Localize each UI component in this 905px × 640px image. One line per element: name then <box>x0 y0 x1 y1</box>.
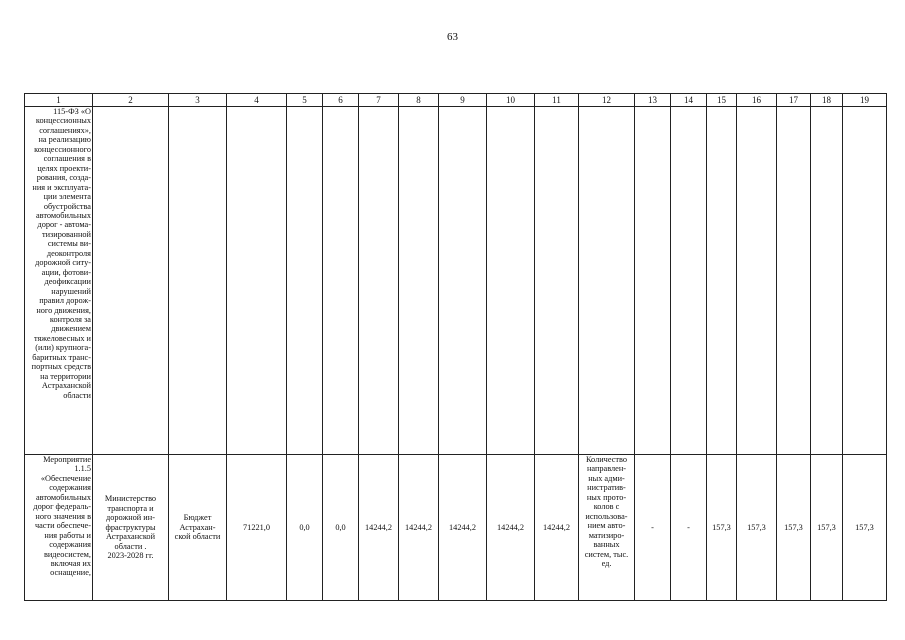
table-cell <box>487 455 535 601</box>
table-cell <box>287 107 323 455</box>
header-cell: 11 <box>535 94 579 107</box>
table-cell <box>323 107 359 455</box>
table-cell <box>671 107 707 455</box>
amount-value: 14244,2 <box>449 522 476 532</box>
funding-source: Бюджет Астрахан- ской области <box>174 513 221 542</box>
table-cell <box>535 455 579 601</box>
amount-value: 14244,2 <box>405 522 432 532</box>
table-cell <box>227 455 287 601</box>
table-cell <box>811 107 843 455</box>
indicator-value: - <box>651 522 654 532</box>
table-cell <box>439 107 487 455</box>
continuation-text: 115-ФЗ «О концессионных соглашениях», на реализацию концессионного соглашения в целях проекти- рования, созда- ния и эксплуата- ции элемента обустройства автомобильных дорог - автома- тизированной системы ви- деоконтроля дорожной ситу- ации, фотови- деофиксации нарушений правил дорож- ного движения, контроля за движением тяжеловесных и (или) крупнога- баритных транс- портных средств на территории Астраханской области <box>31 107 91 400</box>
data-table <box>24 93 887 601</box>
indicator-value: 157,3 <box>784 522 803 532</box>
indicator-value: 157,3 <box>817 522 836 532</box>
table-cell <box>399 455 439 601</box>
table-cell <box>707 107 737 455</box>
table-cell <box>323 455 359 601</box>
table-cell <box>439 455 487 601</box>
header-cell: 12 <box>579 94 635 107</box>
table-cell <box>579 107 635 455</box>
table-header-row <box>25 94 887 107</box>
header-cell: 1 <box>25 94 93 107</box>
indicator-name: Количество направлен- ных адми- нистратив- ных прото- колов с использова- нием авто- матизиро- ванных систем, тыс. ед. <box>584 455 629 568</box>
header-cell: 10 <box>487 94 535 107</box>
header-cell: 14 <box>671 94 707 107</box>
table-cell <box>227 107 287 455</box>
table-cell <box>635 107 671 455</box>
header-cell: 15 <box>707 94 737 107</box>
page-number: 63 <box>447 31 458 43</box>
amount-value: 14244,2 <box>365 522 392 532</box>
header-cell: 16 <box>737 94 777 107</box>
header-cell: 2 <box>93 94 169 107</box>
table-cell <box>811 455 843 601</box>
header-cell: 13 <box>635 94 671 107</box>
table-cell <box>707 455 737 601</box>
amount-value: 0,0 <box>335 522 346 532</box>
responsible-executor: Министерство транспорта и дорожной ин- фраструктуры Астраханской области . 2023-2028 гг. <box>104 494 157 561</box>
table-cell <box>169 455 227 601</box>
table-cell <box>287 455 323 601</box>
table-cell <box>671 455 707 601</box>
indicator-value: 157,3 <box>855 522 874 532</box>
table-row <box>25 455 887 601</box>
table-cell <box>25 107 93 455</box>
table-cell <box>93 107 169 455</box>
indicator-value: 157,3 <box>712 522 731 532</box>
table-cell <box>737 455 777 601</box>
table-row <box>25 107 887 455</box>
table-cell <box>169 107 227 455</box>
header-cell: 8 <box>399 94 439 107</box>
table-cell <box>777 107 811 455</box>
indicator-value: 157,3 <box>747 522 766 532</box>
table-cell <box>777 455 811 601</box>
table-cell <box>487 107 535 455</box>
table-cell <box>399 107 439 455</box>
table-cell <box>635 455 671 601</box>
header-cell: 17 <box>777 94 811 107</box>
amount-value: 0,0 <box>299 522 310 532</box>
indicator-value: - <box>687 522 690 532</box>
header-cell: 6 <box>323 94 359 107</box>
table-cell <box>579 455 635 601</box>
total-amount: 71221,0 <box>243 522 270 532</box>
header-cell: 3 <box>169 94 227 107</box>
header-cell: 4 <box>227 94 287 107</box>
table-cell <box>737 107 777 455</box>
table-cell <box>843 107 887 455</box>
amount-value: 14244,2 <box>543 522 570 532</box>
amount-value: 14244,2 <box>497 522 524 532</box>
header-cell: 19 <box>843 94 887 107</box>
header-cell: 7 <box>359 94 399 107</box>
header-cell: 9 <box>439 94 487 107</box>
header-cell: 5 <box>287 94 323 107</box>
table-cell <box>93 455 169 601</box>
table-cell <box>359 107 399 455</box>
table-cell <box>843 455 887 601</box>
measure-name: Мероприятие 1.1.5 «Обеспечение содержания автомобильных дорог федераль- ного значения в части обеспече- ния работы и содержания видеосистем, включая их оснащение, <box>33 455 91 578</box>
table-cell <box>25 455 93 601</box>
table-cell <box>359 455 399 601</box>
table-cell <box>535 107 579 455</box>
header-cell: 18 <box>811 94 843 107</box>
